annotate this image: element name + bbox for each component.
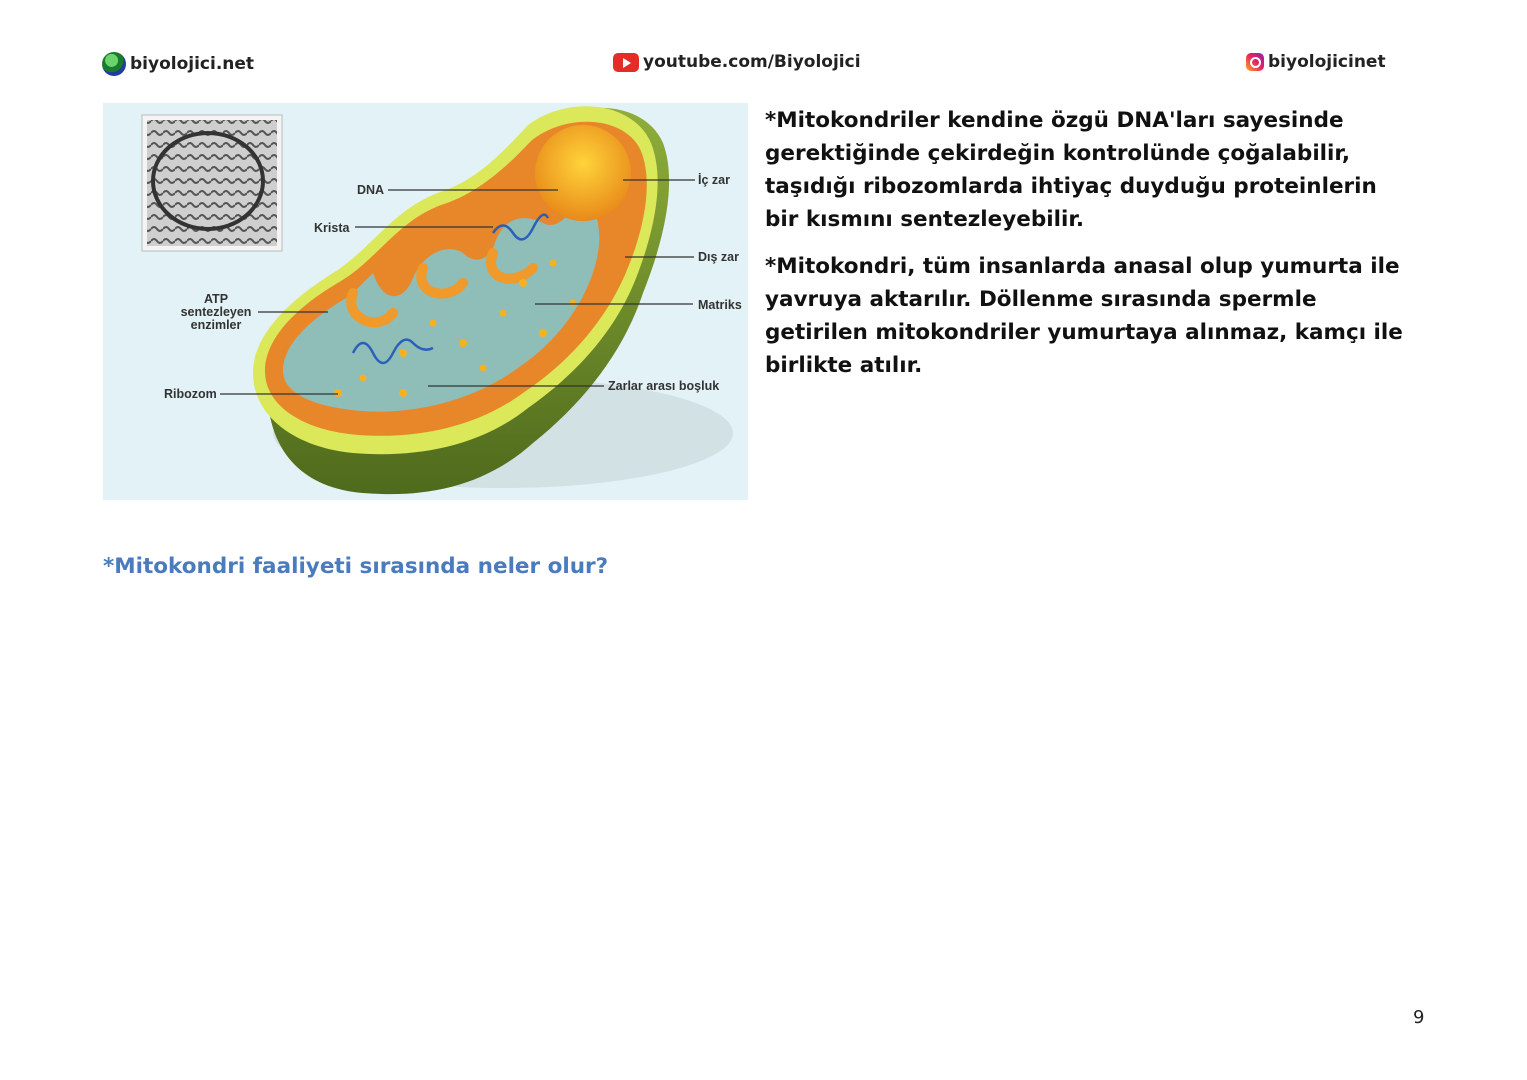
- instagram-link[interactable]: biyolojicinet: [1268, 52, 1386, 72]
- paragraph-dna: *Mitokondriler kendine özgü DNA'ları sayesinde gerektiğinde çekirdeğin kontrolünde çoğalabilir, taşıdığı ribozomlarda ihtiyaç duyduğu proteinlerin bir kısmını sentezleyebilir.: [765, 108, 1377, 232]
- instagram-header[interactable]: [1246, 52, 1386, 72]
- page-number: 9: [1413, 1007, 1425, 1028]
- website-link[interactable]: biyolojici.net: [130, 54, 255, 74]
- label-zarlar-arasi: Zarlar arası boşluk: [608, 379, 720, 393]
- label-ribozom: Ribozom: [164, 387, 217, 401]
- paragraph-inheritance: *Mitokondri, tüm insanlarda anasal olup yumurta ile yavruya aktarılır. Döllenme sırasında spermle getirilen mitokondriler yumurtaya alınmaz, kamçı ile birlikte atılır.: [765, 254, 1403, 378]
- youtube-icon: [613, 53, 639, 72]
- label-ic-zar: İç zar: [698, 173, 730, 187]
- label-matriks: Matriks: [698, 298, 742, 312]
- micrograph-inset: [142, 115, 282, 251]
- label-atp-line2: sentezleyen: [180, 305, 252, 319]
- question-heading: *Mitokondri faaliyeti sırasında neler olur?: [103, 554, 609, 579]
- mitochondria-figure: [103, 103, 748, 500]
- label-krista: Krista: [314, 221, 350, 235]
- globe-logo-icon: [102, 52, 126, 76]
- label-dna: DNA: [357, 183, 385, 197]
- youtube-header[interactable]: [613, 52, 861, 72]
- website-header[interactable]: [102, 52, 254, 76]
- instagram-icon: [1246, 53, 1264, 71]
- label-atp-line1: ATP: [203, 292, 229, 306]
- label-atp-line3: enzimler: [190, 318, 242, 332]
- label-dis-zar: Dış zar: [698, 250, 739, 264]
- youtube-link[interactable]: youtube.com/Biyolojici: [643, 52, 861, 72]
